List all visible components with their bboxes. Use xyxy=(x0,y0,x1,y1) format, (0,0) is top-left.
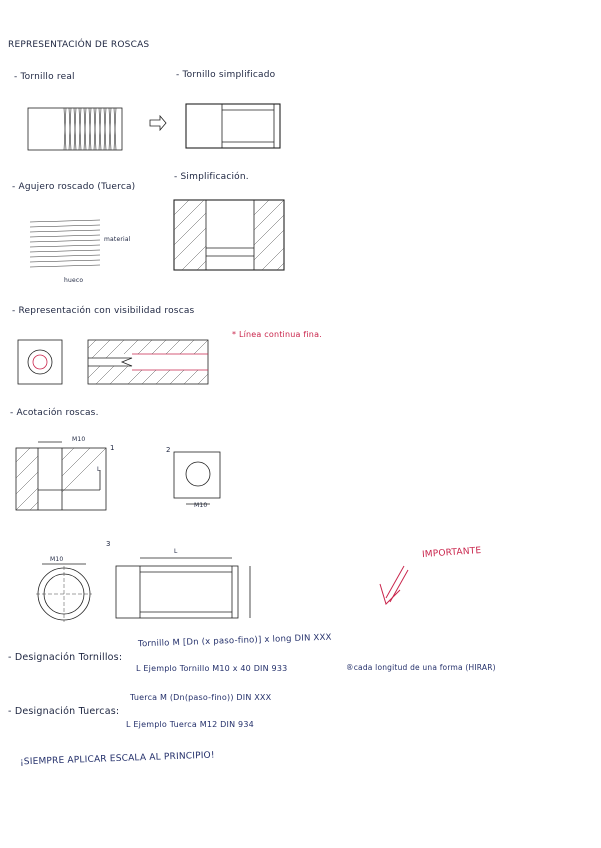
heading-tornillo-simplificado: - Tornillo simplificado xyxy=(176,70,276,80)
heading-simplificacion: - Simplificación. xyxy=(174,172,249,182)
sketch-acotacion-1 xyxy=(16,442,106,510)
designacion-tornillos-label: - Designación Tornillos: xyxy=(8,652,123,663)
designacion-tornillos-ejemplo: L Ejemplo Tornillo M10 x 40 DIN 933 xyxy=(136,664,288,673)
designacion-tuercas-label: - Designación Tuercas: xyxy=(8,706,120,717)
note-importante: IMPORTANTE xyxy=(421,545,482,561)
sketch-agujero-roscado xyxy=(30,220,100,267)
sketch-tornillo-simplificado xyxy=(186,104,280,148)
sketch-acotacion-2 xyxy=(174,452,220,504)
heading-representacion-vistas: - Representación con visibilidad roscas xyxy=(12,306,195,316)
dim-m10-a: M10 xyxy=(72,436,86,443)
sketch-tornillo-real xyxy=(28,108,122,150)
heading-agujero-roscado: - Agujero roscado (Tuerca) xyxy=(12,182,136,192)
number-1: 1 xyxy=(110,444,115,452)
sketch-vista-corte xyxy=(88,340,208,384)
page-title: REPRESENTACIÓN DE ROSCAS xyxy=(8,40,150,50)
sketch-simplificacion xyxy=(174,200,284,270)
designacion-tuercas-formula: Tuerca M (Dn(paso-fino)) DIN XXX xyxy=(130,693,272,702)
arrow-icon xyxy=(150,116,166,130)
footer-note: ¡SIEMPRE APLICAR ESCALA AL PRINCIPIO! xyxy=(19,750,215,768)
dim-l-a: L xyxy=(97,466,101,473)
designacion-tornillos-formula: Tornillo M [Dn (x paso-fino)] x long DIN XXX xyxy=(137,632,332,650)
number-2: 2 xyxy=(166,446,171,454)
sketch-vista-frontal xyxy=(18,340,62,384)
dim-m10-c: M10 xyxy=(50,556,64,563)
label-material: material xyxy=(104,236,131,243)
sketch-acotacion-3 xyxy=(36,558,250,622)
heading-acotacion: - Acotación roscas. xyxy=(10,408,99,418)
dim-l-b: L xyxy=(174,548,178,555)
dim-m10-b: M10 xyxy=(194,502,208,509)
label-hueco: hueco xyxy=(64,277,84,284)
heading-tornillo-real: - Tornillo real xyxy=(14,72,75,82)
number-3: 3 xyxy=(106,540,111,548)
red-arrow-icon xyxy=(380,566,408,604)
designacion-tuercas-ejemplo: L Ejemplo Tuerca M12 DIN 934 xyxy=(126,720,254,729)
note-linea-continua: * Línea continua fina. xyxy=(232,330,322,339)
designacion-tornillos-nota: ®cada longitud de una forma (HIRAR) xyxy=(346,663,496,672)
